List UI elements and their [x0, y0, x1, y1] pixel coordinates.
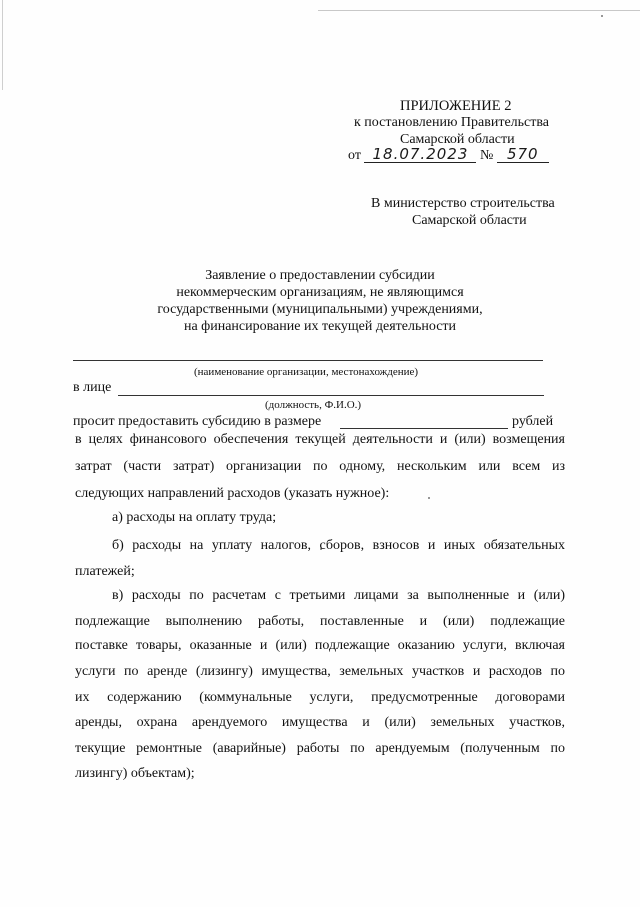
item-a: а) расходы на оплату труда;	[112, 510, 277, 525]
item-v-line-4: услуги по аренде (лизингу) имущества, земельных участков и расходов по	[75, 664, 565, 679]
subsidy-amount-field-line[interactable]	[340, 428, 508, 429]
document-title-line-2: некоммерческим организациям, не являющимся	[176, 285, 464, 300]
scan-edge-line-left	[2, 0, 3, 90]
item-v-line-1: в) расходы по расчетам с третьими лицами за выполненные и (или)	[112, 588, 565, 603]
appendix-title: ПРИЛОЖЕНИЕ 2	[400, 98, 512, 114]
addressee-line-1: В министерство строительства	[371, 196, 555, 211]
document-title-line-1: Заявление о предоставлении субсидии	[205, 268, 435, 283]
appendix-date-row	[348, 146, 549, 164]
subsidy-request-text: просит предоставить субсидию в размере	[73, 414, 322, 429]
item-b-line-1: б) расходы на уплату налогов, сборов, взносов и иных обязательных	[112, 538, 565, 553]
item-v-line-8: лизингу) объектам);	[75, 766, 195, 781]
scan-edge-line	[318, 10, 640, 11]
item-b-line-2: платежей;	[75, 564, 135, 579]
appendix-region: Самарской области	[400, 132, 515, 147]
body-line: затрат (части затрат) организации по одному, нескольким или всем из	[75, 459, 565, 474]
in-person-field-line[interactable]	[118, 395, 544, 396]
item-v-line-7: текущие ремонтные (аварийные) работы по арендуемым (полученным по	[75, 741, 565, 756]
item-v-line-6: аренды, охрана арендуемого имущества и (или) земельных участков,	[75, 715, 565, 730]
item-v-line-5: их содержанию (коммунальные услуги, предусмотренные договорами	[75, 690, 565, 705]
body-line: в целях финансового обеспечения текущей деятельности и (или) возмещения	[75, 432, 565, 447]
number-prefix: №	[479, 148, 494, 163]
appendix-subtitle: к постановлению Правительства	[354, 115, 550, 130]
in-person-label: в лице	[73, 380, 112, 395]
date-prefix: от	[348, 148, 361, 163]
date-value: 18.07.2023	[364, 146, 476, 163]
document-title-line-4: на финансирование их текущей деятельности	[183, 319, 457, 334]
addressee-line-2: Самарской области	[412, 213, 527, 228]
document-title-line-3: государственными (муниципальными) учреждениями,	[157, 302, 483, 317]
item-v-line-2: подлежащие выполнению работы, поставленные и (или) подлежащие	[75, 614, 565, 629]
number-value: 570	[497, 146, 549, 163]
body-line: следующих направлений расходов (указать нужное):	[75, 486, 390, 501]
org-name-field-line[interactable]	[73, 360, 543, 361]
org-name-hint: (наименование организации, местонахождение)	[194, 366, 419, 378]
position-hint: (должность, Ф.И.О.)	[265, 399, 362, 411]
item-v-line-3: поставке товары, оказанные и (или) подлежащие оказанию услуги, включая	[75, 638, 565, 653]
rubles-label: рублей	[512, 414, 554, 429]
scan-speck	[601, 15, 603, 17]
